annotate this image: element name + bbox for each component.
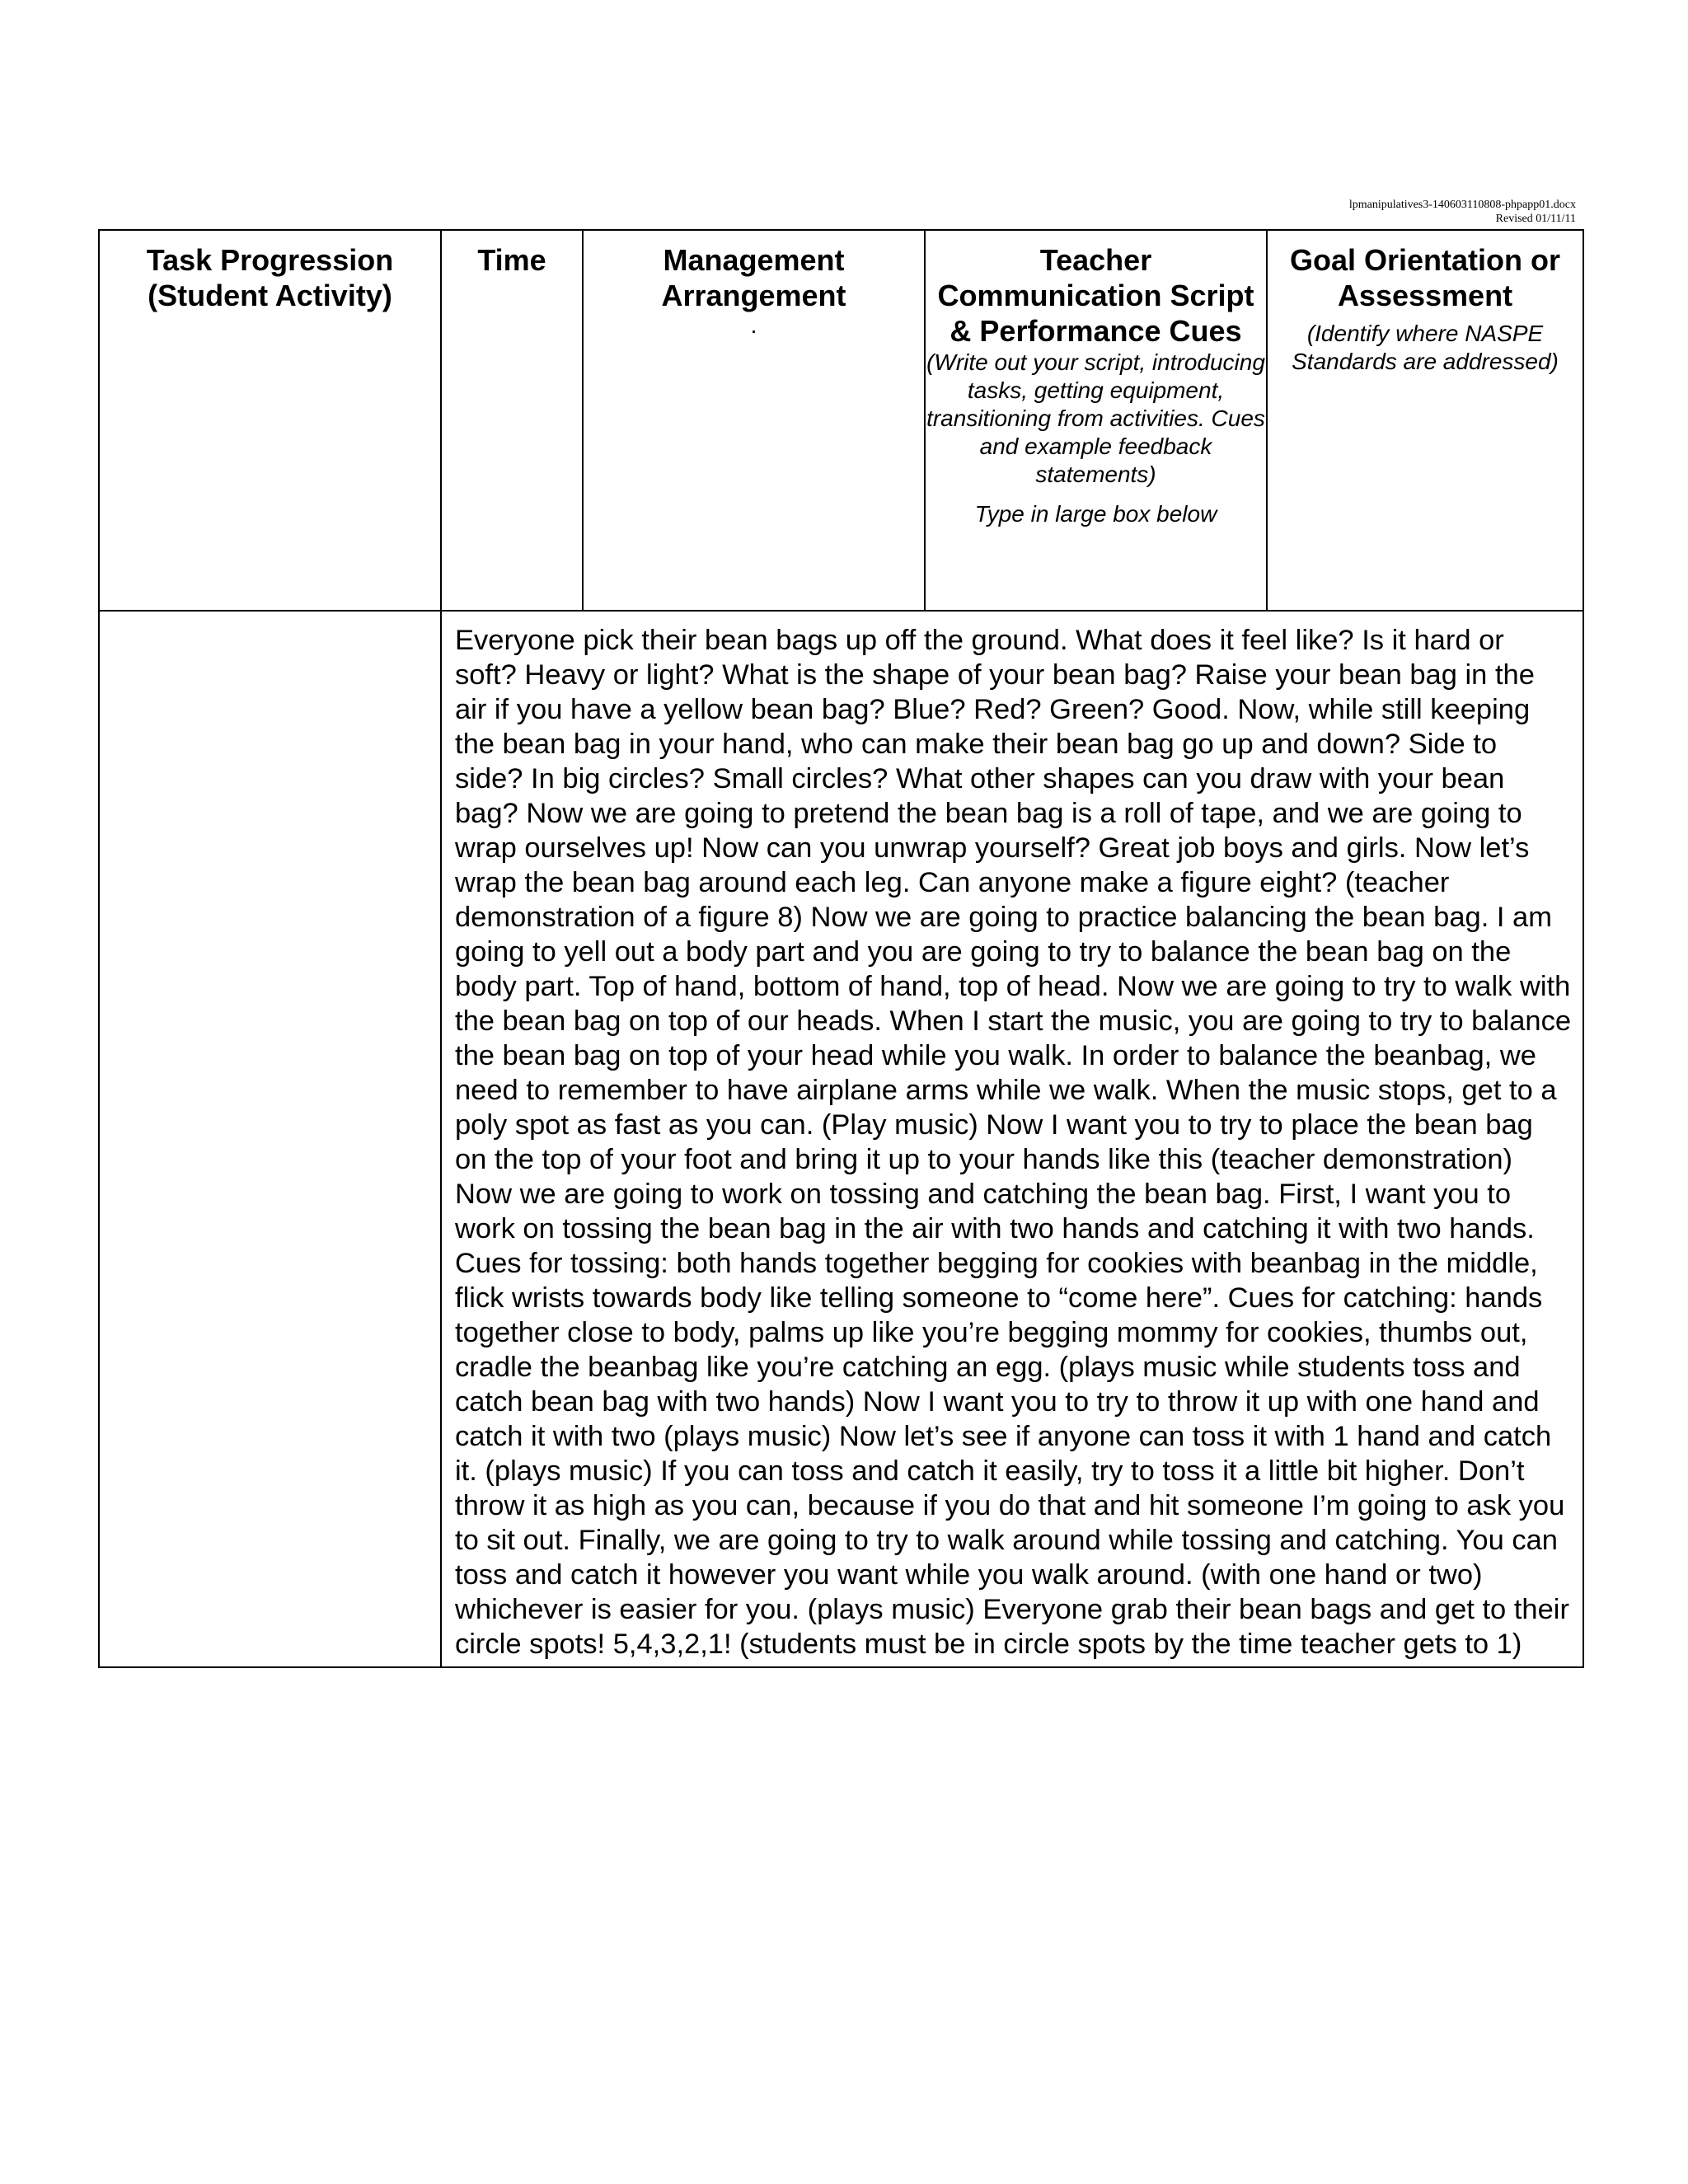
header-teacher-note: (Write out your script, introducing tasks, getting equipment, transitioning from activities. Cues and example feedback statements) [926, 349, 1265, 487]
header-teacher-label: Teacher Communication Script & Performance Cues [937, 243, 1254, 348]
header-row [99, 230, 1583, 611]
teacher-script-text: Everyone pick their bean bags up off the ground. What does it feel like? Is it hard or soft? Heavy or light? What is the shape of your bean bag? Raise your bean bag in the air if you have a yellow bean bag? Blue? Red? Green? Good. Now, while still keeping the bean bag in your hand, who can make their bean bag go up and down? Side to side? In big circles? Small circles? What other shapes can you draw with your bean bag? Now we are going to pretend the bean bag is a roll of tape, and we are going to wrap ourselves up! Now can you unwrap yourself? Great job boys and girls. Now let’s wrap the bean bag around each leg. Can anyone make a figure eight? (teacher demonstration of a figure 8) Now we are going to practice balancing the bean bag. I am going to yell out a body part and you are going to try to balance the bean bag on the body part. Top of hand, bottom of hand, top of head. Now we are going to try to walk with the bean bag on top of our heads. When I start the music, you are going to try to balance the bean bag on top of your head while you walk. In order to balance the beanbag, we need to remember to have airplane arms while we walk. When the music stops, get to a poly spot as fast as you can. (Play music) Now I want you to try to place the bean bag on the top of your foot and bring it up to your hands like this (teacher demonstration) Now we are going to work on tossing and catching the bean bag. First, I want you to work on tossing the bean bag in the air with two hands and catching it with two hands. Cues for tossing: both hands together begging for cookies with beanbag in the middle, flick wrists towards body like telling someone to “come here”. Cues for catching: hands together close to body, palms up like you’re begging mommy for cookies, thumbs out, cradle the beanbag like you’re catching an egg. (plays music while students toss and catch bean bag with two hands) Now I want you to try to throw it up with one hand and catch it with two (plays music) Now let’s see if anyone can toss it with 1 hand and catch it. (plays music) If you can toss and catch it easily, try to toss it a little bit higher. Don’t throw it as high as you can, because if you do that and hit someone I’m going to ask you to sit out. Finally, we are going to try to walk around while tossing and catching. You can toss and catch it however you want while you walk around. (with one hand or two) whichever is easier for you. (plays music) Everyone grab their bean bags and get to their circle spots! 5,4,3,2,1! (students must be in circle spots by the time teacher gets to 1) [455, 625, 1572, 1660]
script-cell [441, 611, 1583, 1667]
document-meta [1081, 198, 1576, 226]
header-teacher-communication [925, 230, 1267, 611]
header-management-dot: . [750, 312, 757, 338]
header-time-label: Time [477, 243, 546, 277]
header-teacher-type-note: Type in large box below [974, 501, 1217, 527]
document-revised-date: Revised 01/11/11 [1495, 213, 1576, 225]
header-management-label: Management Arrangement [661, 243, 846, 312]
header-management [583, 230, 925, 611]
lesson-plan-table [98, 229, 1584, 1668]
header-task-progression-label: Task Progression (Student Activity) [146, 243, 394, 312]
header-time [441, 230, 583, 611]
header-goal-note: (Identify where NASPE Standards are addressed) [1292, 321, 1559, 374]
header-goal-orientation [1267, 230, 1583, 611]
document-filename: lpmanipulatives3-140603110808-phpapp01.docx [1348, 199, 1576, 211]
content-row [99, 611, 1583, 1667]
header-goal-label: Goal Orientation or Assessment [1289, 243, 1561, 312]
task-progression-cell [99, 611, 441, 1667]
header-task-progression [99, 230, 441, 611]
